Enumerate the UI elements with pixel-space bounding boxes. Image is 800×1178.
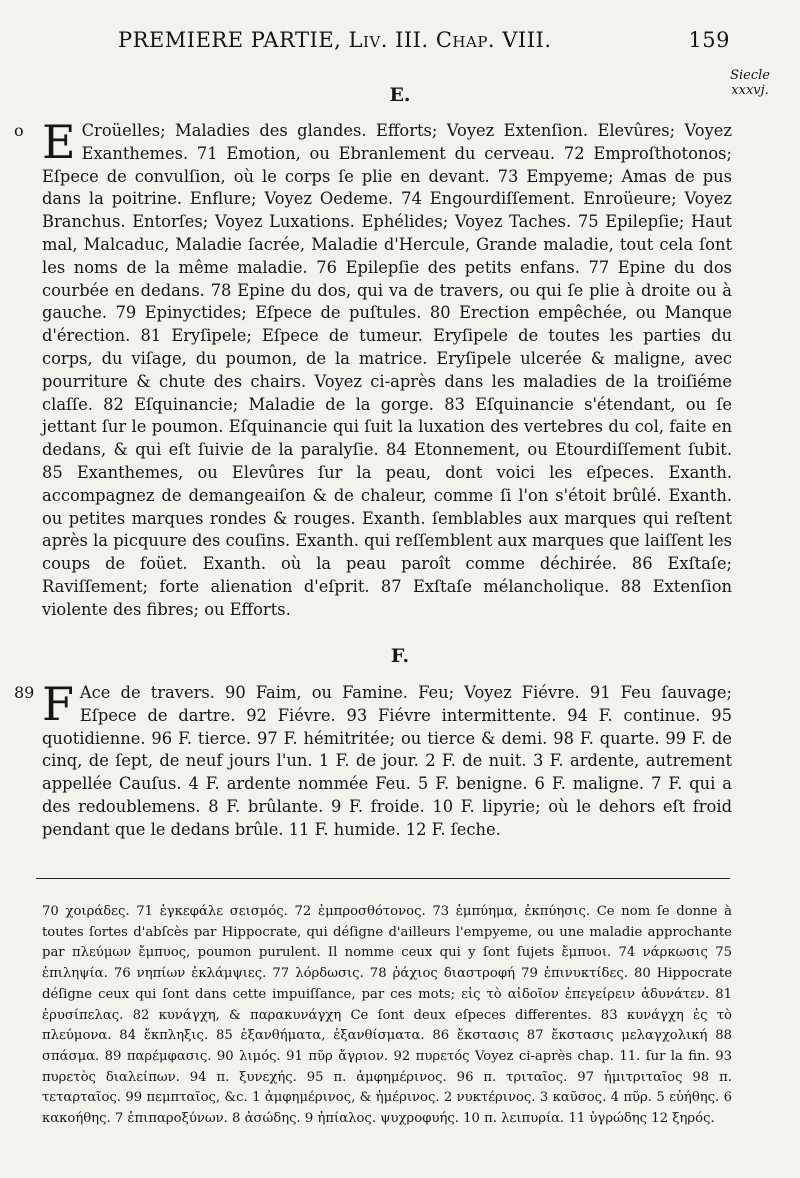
book-number: Liv. III.	[348, 28, 429, 52]
section-e-paragraph	[14, 115, 732, 622]
margin-marker: o	[14, 121, 24, 140]
section-e-text: Croüelles; Maladies des glandes. Efforts; Voyez Extenſion. Elevûres; Voyez Exanthemes. 71 Emotion, ou Ebranlement du cerveau. 72 Emproſthotonos; Eſpece de convulſion, où le corps ſe plie en devant. 73 Empyeme; Amas de pus dans la poitrine. Enflure; Voyez Oedeme. 74 Engourdiſſement. Enroüeure; Voyez Branchus. Entorſes; Voyez Luxations. Ephélides; Voyez Taches. 75 Epilepſie; Haut mal, Malcaduc, Maladie ſacrée, Maladie d'Hercule, Grande maladie, tout cela ſont les noms de la même maladie. 76 Epilepſie des petits enfans. 77 Epine du dos courbée en dedans. 78 Epine du dos, qui va de travers, ou qui ſe plie à droite ou à gauche. 79 Epinyctides; Eſpece de puſtules. 80 Erection empêchée, ou Manque d'érection. 81 Eryſipele; Eſpece de tumeur. Eryſipele de toutes les parties du corps, du viſage, du poumon, de la matrice. Eryſipele ulcerée & maligne, avec pourriture & chute des chairs. Voyez ci-après dans les maladies de la troiſiéme claſſe. 82 Eſquinancie; Maladie de la gorge. 83 Eſquinancie s'étendant, ou ſe jettant ſur le poumon. Eſquinancie qui ſuit la luxation des vertebres du col, faite en dedans, & qui eſt ſuivie de la paralyſie. 84 Etonnement, ou Etourdiſſement ſubit. 85 Exanthemes, ou Elevûres ſur la peau, dont voici les eſpeces. Exanth. accompagnez de demangeaiſon & de chaleur, comme ſi l'on s'étoit brûlé. Exanth. ou petites marques rondes & rouges. Exanth. ſemblables aux marques qui reſtent après la picquure des couſins. Exanth. qui reſſemblent aux marques que laiſſent les coups de foüet. Exanth. où la peau paroît comme déchirée. 86 Exſtaſe; Raviſſement; forte alienation d'eſprit. 87 Exſtaſe mélancholique. 88 Extenſion violente des fibres; ou Efforts.	[42, 121, 732, 619]
section-heading-e: E.	[389, 84, 411, 106]
margin-note-line2: xxxvj.	[731, 83, 769, 98]
section-heading-f: F.	[390, 645, 410, 667]
drop-cap-f: F	[42, 677, 74, 731]
margin-marker: 89	[14, 683, 35, 702]
footnotes	[42, 902, 732, 1130]
footnote-divider	[36, 878, 730, 879]
page-number: 159	[688, 28, 730, 52]
chapter-number: Chap. VIII.	[435, 28, 552, 52]
footnotes-text: 70 χοιράδες. 71 ἐγκεφάλε σεισμός. 72 ἐμπροσθότονος. 73 ἐμπύημα, ἐκπύησις. Ce nom ſe donne à toutes ſortes d'abſcès par Hippocrate, qui déſigne d'ailleurs l'empyeme, ou une maladie approchante par πλεύμων ἔμπυος, poumon purulent. Il nomme ceux qui y ſont ſujets ἔμπυοι. 74 νάρκωσις 75 ἐπιληψία. 76 νηπίων ἐκλάμψιες. 77 λόρδωσις. 78 ῥάχιος διαστροφή 79 ἐπινυκτίδες. 80 Hippocrate déſigne ceux qui ſont dans cette impuiſſance, par ces mots; εἰς τὸ αἰδοῖον ἐπεγείρειν ἀδυνάτεν. 81 ἐρυσίπελας. 82 κυνάγχη, & παρακυνάγχη Ce ſont deux eſpeces differentes. 83 κυνάγχη ἐς τὸ πλεύμονα. 84 ἔκπληξις. 85 ἐξανθήματα, ἐξανθίσματα. 86 ἔκστασις 87 ἔκστασις μελαγχολική 88 σπάσμα. 89 παρέμφασις. 90 λιμός. 91 πῦρ ἄγριον. 92 πυρετός Voyez ci-après chap. 11. ſur la fin. 93 πυρετὸς διαλείπων. 94 π. ξυνεχής. 95 π. ἀμφημέρινος. 96 π. τριταῖος. 97 ἡμιτριταῖος 98 π. τεταρταῖος. 99 πεμπταῖος, &c. 1 ἀμφημέρινος, & ἡμέρινος. 2 νυκτέρινος. 3 καῦσος. 4 πῦρ. 5 εὐήθης. 6 κακοήθης. 7 ἐπιπαροξύνων. 8 ἀσώδης. 9 ἠπίαλος. ψυχροφυής. 10 π. λειπυρία. 11 ὑγρώδης 12 ξηρός.	[42, 904, 732, 1127]
margin-note-line1: Siecle	[730, 68, 770, 83]
running-header	[118, 28, 730, 52]
section-f-text: Ace de travers. 90 Faim, ou Famine. Feu; Voyez Fiévre. 91 Feu ſauvage; Eſpece de dartre. 92 Fiévre. 93 Fiévre intermittente. 94 F. continue. 95 quotidienne. 96 F. tierce. 97 F. hémitritée; ou tierce & demi. 98 F. quarte. 99 F. de cinq, de ſept, de neuf jours l'un. 1 F. de jour. 2 F. de nuit. 3 F. ardente, autrement appellée Cauſus. 4 F. ardente nommée Feu. 5 F. benigne. 6 F. maligne. 7 F. qui a des redoublemens. 8 F. brûlante. 9 F. froide. 10 F. lipyrie; où le dehors eſt froid pendant que le dedans brûle. 11 F. humide. 12 F. ſeche.	[42, 683, 732, 839]
section-f-paragraph	[14, 677, 732, 842]
part-title: PREMIERE PARTIE,	[118, 28, 342, 52]
drop-cap-e: E	[42, 115, 76, 169]
